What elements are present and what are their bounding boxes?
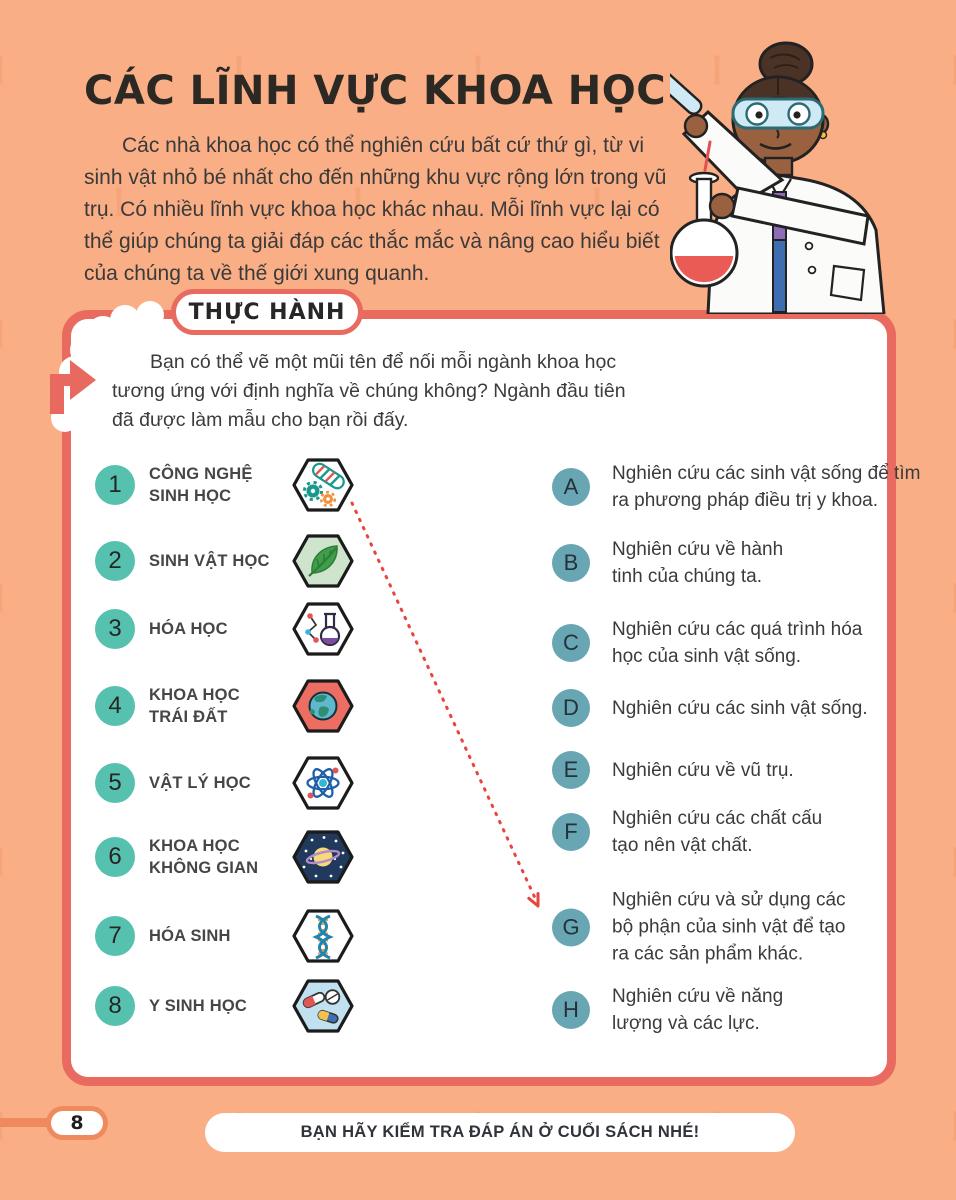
definition-letter-badge: A	[552, 468, 590, 506]
definition-text: Nghiên cứu về vũ trụ.	[612, 759, 794, 781]
definition-row-a	[552, 460, 934, 514]
chemistry-icon	[291, 601, 355, 657]
page-number-connector	[0, 1118, 52, 1127]
intro-paragraph: Các nhà khoa học có thể nghiên cứu bất cứ thứ gì, từ vi sinh vật nhỏ bé nhất cho đến những khu vực rộng lớn trong vũ trụ. Có nhiều lĩnh vực khoa học khác nhau. Mỗi lĩnh vực lại có thể giúp chúng ta giải đáp các thắc mắc và nâng cao hiểu biết của chúng ta về thế giới xung quanh.	[84, 134, 667, 285]
definition-row-d	[552, 689, 868, 727]
footer-note: BẠN HÃY KIỂM TRA ĐÁP ÁN Ở CUỐI SÁCH NHÉ!	[205, 1113, 795, 1152]
field-number-badge: 5	[95, 763, 135, 803]
definition-letter-badge: C	[552, 624, 590, 662]
field-label: CÔNG NGHỆ SINH HỌC	[149, 465, 253, 505]
definition-text: Nghiên cứu các chất cấu tạo nên vật chất.	[612, 808, 823, 856]
definition-letter-badge: E	[552, 751, 590, 789]
field-number-badge: 3	[95, 609, 135, 649]
field-row-earth-science	[95, 678, 355, 734]
field-row-physics	[95, 755, 355, 811]
page-title: CÁC LĨNH VỰC KHOA HỌC	[84, 68, 667, 114]
definition-letter-badge: H	[552, 991, 590, 1029]
field-row-biotechnology	[95, 457, 355, 513]
definition-text: Nghiên cứu về năng lượng và các lực.	[612, 986, 784, 1034]
field-number-badge: 8	[95, 986, 135, 1026]
definition-text: Nghiên cứu về hành tinh của chúng ta.	[612, 539, 784, 587]
practice-badge: THỰC HÀNH	[171, 289, 363, 335]
field-label: SINH VẬT HỌC	[149, 552, 270, 570]
field-row-biochemistry	[95, 908, 355, 964]
definition-row-b	[552, 536, 792, 590]
definition-text: Nghiên cứu các sinh vật sống để tìm ra phương pháp điều trị y khoa.	[612, 463, 921, 511]
practice-instructions: Bạn có thể vẽ một mũi tên để nối mỗi ngành khoa học tương ứng với định nghĩa về chúng không? Ngành đầu tiên đã được làm mẫu cho bạn rồi đấy.	[112, 351, 626, 431]
definition-letter-badge: F	[552, 813, 590, 851]
biology-icon	[291, 533, 355, 589]
field-number-badge: 4	[95, 686, 135, 726]
page-number: 8	[51, 1111, 103, 1135]
biomedical-science-icon	[291, 978, 355, 1034]
definition-row-e	[552, 751, 794, 789]
definition-letter-badge: G	[552, 908, 590, 946]
field-label: KHOA HỌC KHÔNG GIAN	[149, 837, 259, 877]
field-label: HÓA SINH	[149, 927, 231, 945]
field-row-biomedical-science	[95, 978, 355, 1034]
page-number-badge	[46, 1106, 108, 1140]
field-number-badge: 7	[95, 916, 135, 956]
field-label: KHOA HỌC TRÁI ĐẤT	[149, 686, 240, 726]
definition-row-g	[552, 887, 854, 968]
physics-icon	[291, 755, 355, 811]
field-row-biology	[95, 533, 355, 589]
definition-text: Nghiên cứu các sinh vật sống.	[612, 697, 868, 719]
field-row-chemistry	[95, 601, 355, 657]
field-label: VẬT LÝ HỌC	[149, 774, 251, 792]
definition-letter-badge: B	[552, 544, 590, 582]
definition-row-h	[552, 983, 797, 1037]
practice-arrow-icon	[44, 348, 106, 414]
field-number-badge: 2	[95, 541, 135, 581]
scientist-illustration	[670, 38, 948, 314]
cloud-decoration	[136, 301, 164, 329]
biotechnology-icon	[291, 457, 355, 513]
field-number-badge: 1	[95, 465, 135, 505]
definition-text: Nghiên cứu và sử dụng các bộ phận của sinh vật để tạo ra các sản phẩm khác.	[612, 889, 846, 965]
field-label: HÓA HỌC	[149, 620, 228, 638]
field-number-badge: 6	[95, 837, 135, 877]
biochemistry-icon	[291, 908, 355, 964]
definition-letter-badge: D	[552, 689, 590, 727]
definition-row-f	[552, 805, 834, 859]
space-science-icon	[291, 829, 355, 885]
field-label: Y SINH HỌC	[149, 997, 247, 1015]
earth-science-icon	[291, 678, 355, 734]
definition-row-c	[552, 616, 880, 670]
field-row-space-science	[95, 829, 355, 885]
definition-text: Nghiên cứu các quá trình hóa học của sinh vật sống.	[612, 619, 863, 667]
